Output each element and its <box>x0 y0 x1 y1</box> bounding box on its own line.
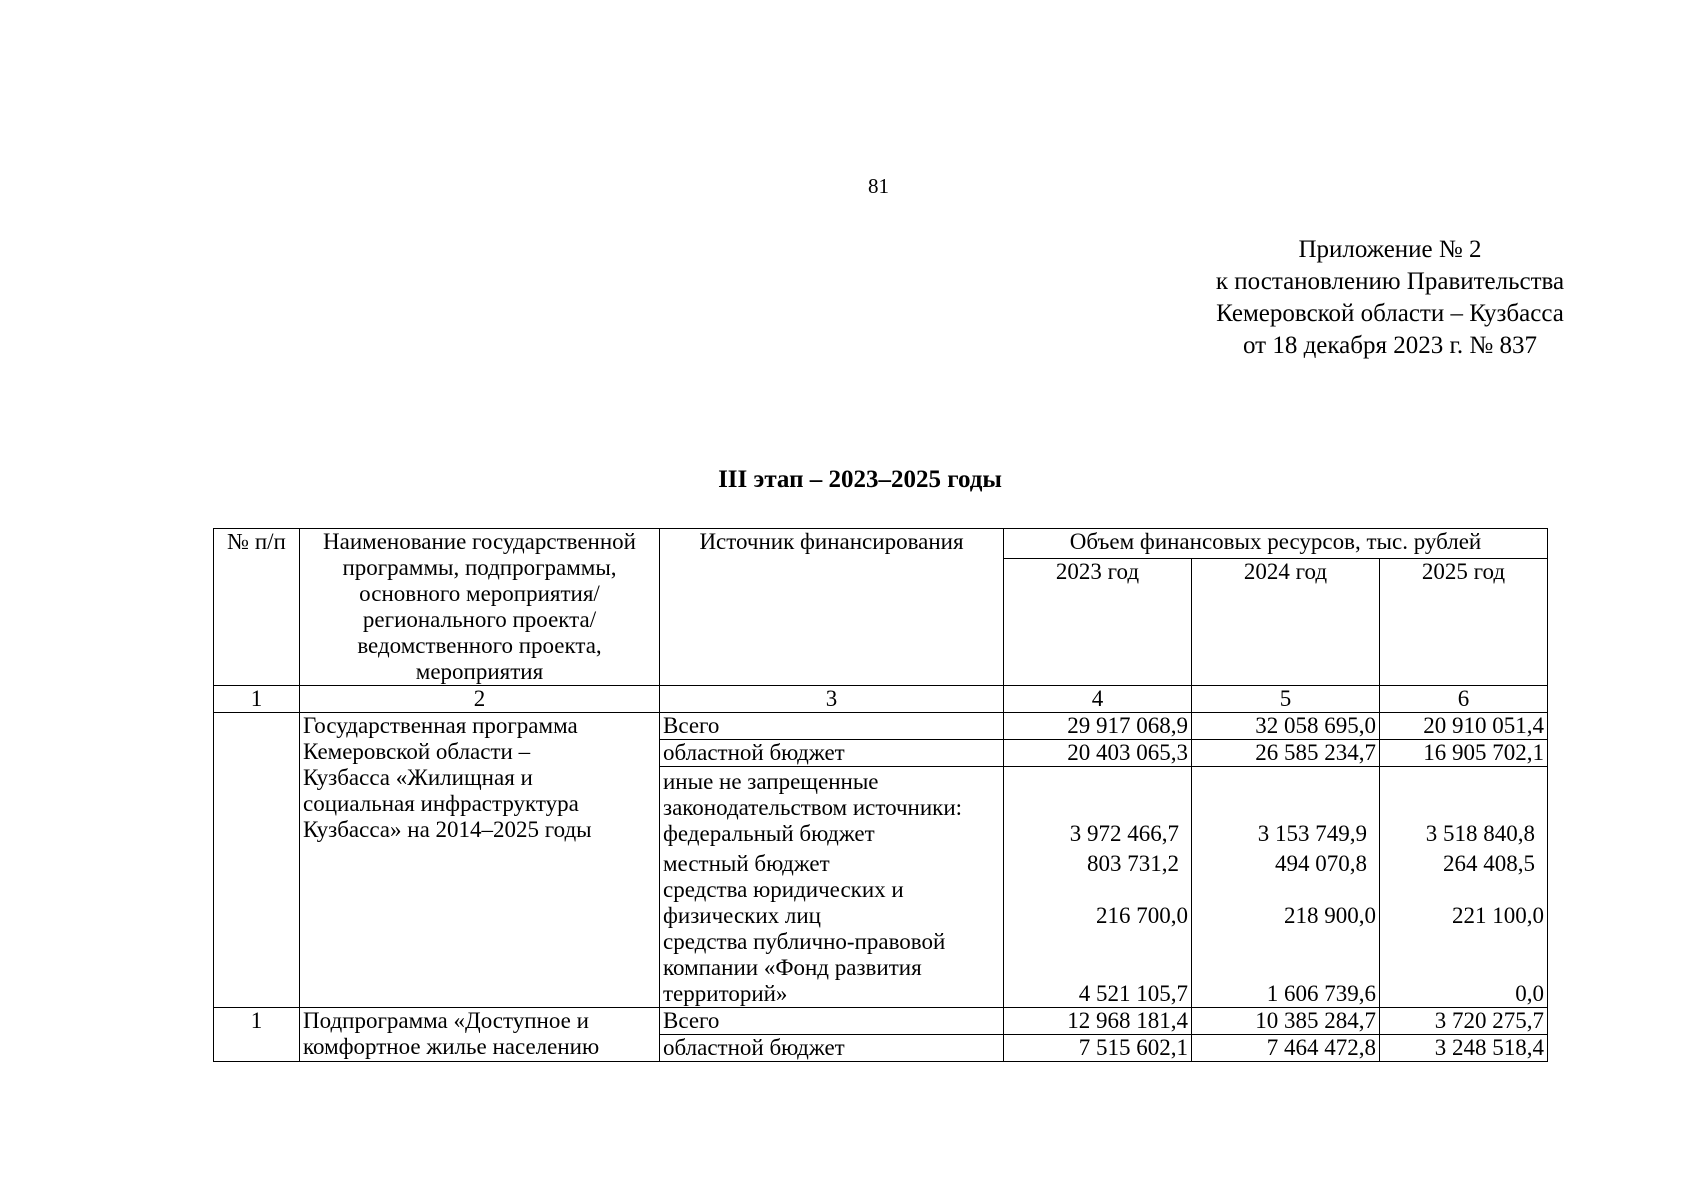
subprogram-num: 1 <box>214 1008 300 1062</box>
value-2023: 29 917 068,9 <box>1004 713 1192 740</box>
appendix-line: от 18 декабря 2023 г. № 837 <box>1242 332 1538 359</box>
subprogram-name-line: комфортное жилье населению <box>303 1034 600 1059</box>
value-2024: 494 070,8 <box>1275 851 1367 876</box>
financing-table <box>213 528 1548 1062</box>
value-2025: 0,0 <box>1515 981 1544 1006</box>
header-year-2024: 2024 год <box>1192 558 1380 685</box>
value-2025: 3 518 840,8 <box>1425 821 1535 846</box>
value-2023: 4 521 105,7 <box>1078 981 1188 1006</box>
appendix-line: Приложение № 2 <box>1298 236 1482 263</box>
header-source: Источник финансирования <box>660 529 1004 686</box>
appendix-line: Кемеровской области – Кузбасса <box>1216 300 1564 327</box>
value-2023: 216 700,0 <box>1096 903 1188 928</box>
header-name <box>300 529 660 686</box>
value-2024: 218 900,0 <box>1284 903 1376 928</box>
value-2025: 221 100,0 <box>1452 903 1544 928</box>
table-row <box>214 713 1548 740</box>
header-name-line: ведомственного проекта, <box>357 633 602 658</box>
col-number: 5 <box>1192 686 1380 713</box>
source-label: Всего <box>660 713 1004 740</box>
header-year-2023: 2023 год <box>1004 558 1192 685</box>
header-name-line: программы, подпрограммы, <box>342 555 617 580</box>
value-2024: 7 464 472,8 <box>1192 1035 1380 1062</box>
value-2024: 32 058 695,0 <box>1192 713 1380 740</box>
header-name-line: основного мероприятия/ <box>359 581 600 606</box>
source-label: областной бюджет <box>660 740 1004 767</box>
program-name-line: Кузбасса «Жилищная и <box>303 765 533 790</box>
value-2024: 1 606 739,6 <box>1266 981 1376 1006</box>
page-number: 81 <box>868 174 889 198</box>
appendix-line: к постановлению Правительства <box>1215 268 1565 295</box>
column-numbers-row <box>214 686 1548 713</box>
value-2023: 20 403 065,3 <box>1004 740 1192 767</box>
table-row <box>214 1008 1548 1035</box>
source-label: средства юридических и <box>663 877 904 902</box>
value-2023: 803 731,2 <box>1087 851 1179 876</box>
subprogram-name-line: Подпрограмма «Доступное и <box>303 1008 589 1033</box>
source-label: территорий» <box>663 981 788 1006</box>
value-2023: 12 968 181,4 <box>1004 1008 1192 1035</box>
program-name-line: социальная инфраструктура <box>303 791 579 816</box>
source-label: Всего <box>660 1008 1004 1035</box>
col-number: 6 <box>1380 686 1548 713</box>
program-name-line: Кемеровской области – <box>303 739 531 764</box>
source-label: местный бюджет <box>663 851 830 876</box>
value-2025: 3 248 518,4 <box>1380 1035 1548 1062</box>
col-number: 1 <box>214 686 300 713</box>
source-block <box>660 767 1004 1008</box>
source-label: областной бюджет <box>660 1035 1004 1062</box>
value-2024: 10 385 284,7 <box>1192 1008 1380 1035</box>
source-label: физических лиц <box>663 903 821 928</box>
header-num: № п/п <box>214 529 300 686</box>
value-2023: 7 515 602,1 <box>1004 1035 1192 1062</box>
col-number: 4 <box>1004 686 1192 713</box>
col-number: 2 <box>300 686 660 713</box>
source-label: компании «Фонд развития <box>663 955 922 980</box>
values-2024-block <box>1192 767 1380 1008</box>
header-name-line: регионального проекта/ <box>362 607 597 632</box>
source-label: иные не запрещенные <box>663 769 879 794</box>
stage-title: III этап – 2023–2025 годы <box>718 466 1002 493</box>
header-row <box>214 529 1548 559</box>
value-2024: 3 153 749,9 <box>1257 821 1367 846</box>
appendix-block <box>1160 234 1620 362</box>
values-2025-block <box>1380 767 1548 1008</box>
value-2023: 3 972 466,7 <box>1069 821 1179 846</box>
source-label: средства публично-правовой <box>663 929 946 954</box>
header-name-line: мероприятия <box>415 659 544 684</box>
value-2025: 264 408,5 <box>1443 851 1535 876</box>
value-2025: 3 720 275,7 <box>1380 1008 1548 1035</box>
program-num-cell <box>214 713 300 1008</box>
header-volume: Объем финансовых ресурсов, тыс. рублей <box>1004 529 1548 559</box>
value-2025: 20 910 051,4 <box>1380 713 1548 740</box>
values-2023-block <box>1004 767 1192 1008</box>
header-name-line: Наименование государственной <box>323 529 636 554</box>
source-label: федеральный бюджет <box>663 821 875 846</box>
value-2025: 16 905 702,1 <box>1380 740 1548 767</box>
header-year-2025: 2025 год <box>1380 558 1548 685</box>
source-label: законодательством источники: <box>663 795 963 820</box>
col-number: 3 <box>660 686 1004 713</box>
program-name-cell <box>300 713 660 1008</box>
value-2024: 26 585 234,7 <box>1192 740 1380 767</box>
program-name-line: Кузбасса» на 2014–2025 годы <box>303 817 592 842</box>
program-name-line: Государственная программа <box>303 713 578 738</box>
subprogram-name-cell <box>300 1008 660 1062</box>
